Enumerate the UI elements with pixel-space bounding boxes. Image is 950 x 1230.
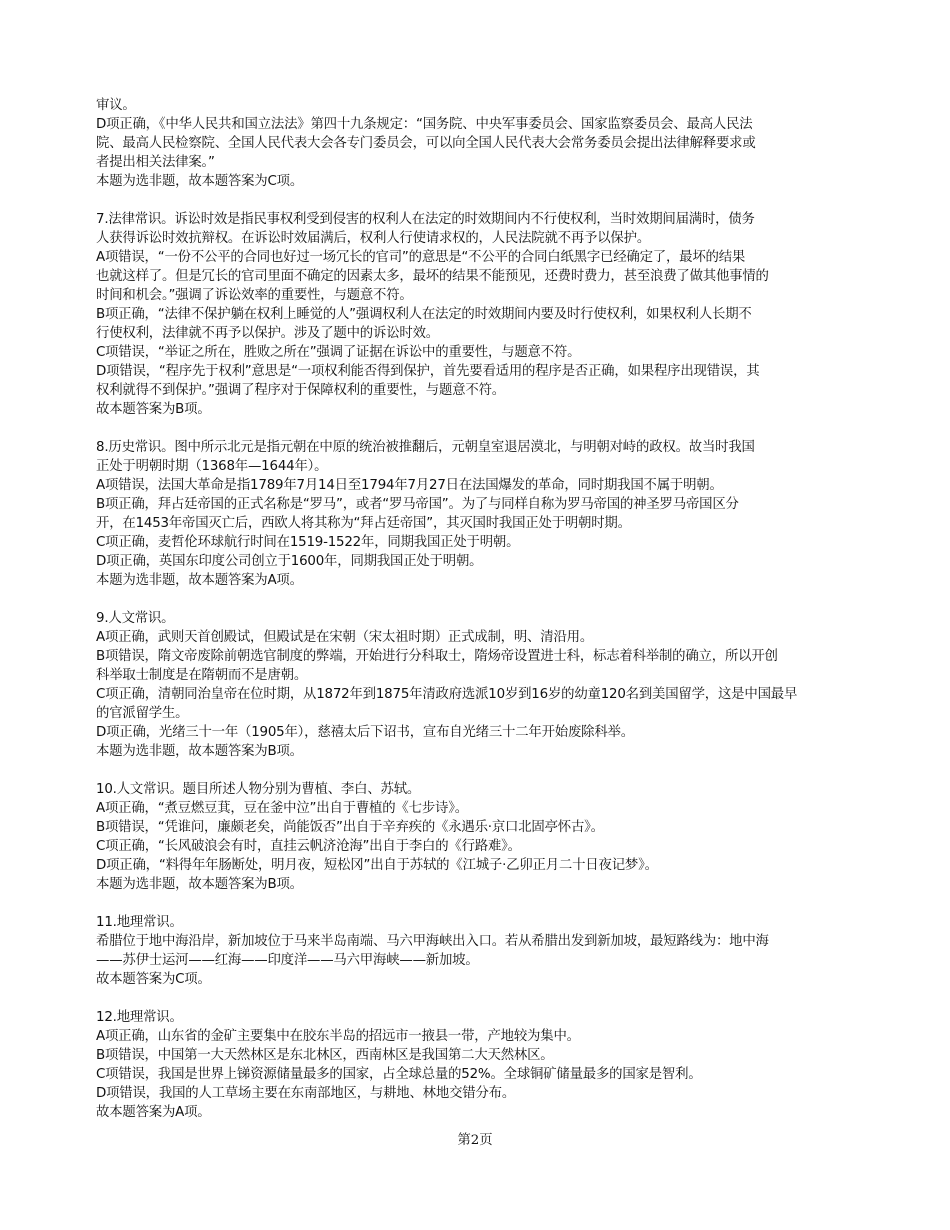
text-line: A项正确，山东省的金矿主要集中在胶东半岛的招远市一掖县一带，产地较为集中。 [96, 1029, 580, 1044]
text-line: 希腊位于地中海沿岸，新加坡位于马来半岛南端、马六甲海峡出入口。若从希腊出发到新加坡，最短路线为：地中海 [96, 934, 769, 949]
section-gap [96, 590, 871, 609]
page-number: 第2页 [457, 1133, 493, 1148]
text-line: D项正确，光绪三十一年（1905年），慈禧太后下诏书，宣布自光绪三十二年开始废除科举。 [96, 725, 634, 740]
text-line: C项正确，清朝同治皇帝在位时期，从1872年到1875年清政府选派10岁到16岁的幼童120名到美国留学，这是中国最早 [96, 687, 798, 702]
text-line: 8.历史常识。图中所示北元是指元朝在中原的统治被推翻后，元朝皇室退居漠北，与明朝对峙的政权。故当时我国 [96, 440, 755, 455]
section-gap [96, 894, 871, 913]
text-line: 故本题答案为B项。 [96, 402, 211, 417]
answer-section [96, 96, 871, 191]
text-line: A项错误，法国大革命是指1789年7月14日至1794年7月27日在法国爆发的革命，同时期我国不属于明朝。 [96, 478, 723, 493]
text-line: 7.法律常识。诉讼时效是指民事权利受到侵害的权利人在法定的时效期间内不行使权利，当时效期间届满时，债务 [96, 212, 755, 227]
text-line: ——苏伊士运河——红海——印度洋——马六甲海峡——新加坡。 [96, 953, 479, 968]
text-line: C项错误，“举证之所在，胜败之所在”强调了证据在诉讼中的重要性，与题意不符。 [96, 345, 581, 360]
text-line: A项正确，“煮豆燃豆萁，豆在釜中泣”出自于曹植的《七步诗》。 [96, 801, 468, 816]
text-line: 12.地理常识。 [96, 1010, 183, 1025]
section-gap [96, 761, 871, 780]
text-line: D项正确，《中华人民共和国立法法》第四十九条规定：“国务院、中央军事委员会、国家监察委员会、最高人民法 [96, 117, 753, 132]
text-line: 的官派留学生。 [96, 706, 189, 721]
text-line: 审议。 [96, 98, 136, 113]
text-line: C项错误，我国是世界上锑资源储量最多的国家，占全球总量的52%。全球铜矿储量最多的国家是智利。 [96, 1067, 702, 1082]
text-line: 人获得诉讼时效抗辩权。在诉讼时效届满后，权利人行使请求权的，人民法院就不再予以保护。 [96, 231, 651, 246]
answer-section [96, 438, 871, 590]
text-line: 权利就得不到保护。”强调了程序对于保障权利的重要性，与题意不符。 [96, 383, 505, 398]
text-line: B项正确，“法律不保护躺在权利上睡觉的人”强调权利人在法定的时效期间内要及时行使权利，如果权利人长期不 [96, 307, 752, 322]
text-line: 时间和机会。”强调了诉讼效率的重要性，与题意不符。 [96, 288, 413, 303]
text-line: B项错误，“凭谁问，廉颇老矣，尚能饭否”出自于辛弃疾的《永遇乐·京口北固亭怀古》。 [96, 820, 604, 835]
answer-section [96, 210, 871, 419]
answer-section [96, 780, 871, 894]
text-line: D项错误，“程序先于权利”意思是“一项权利能否得到保护，首先要看适用的程序是否正确，如果程序出现错误，其 [96, 364, 760, 379]
text-line: D项错误，我国的人工草场主要在东南部地区，与耕地、林地交错分布。 [96, 1086, 516, 1101]
text-line: 者提出相关法律案。” [96, 155, 215, 170]
section-gap [96, 191, 871, 210]
text-line: 10.人文常识。题目所述人物分别为曹植、李白、苏轼。 [96, 782, 421, 797]
text-line: 开，在1453年帝国灭亡后，西欧人将其称为“拜占廷帝国”，其灭国时我国正处于明朝时期。 [96, 516, 631, 531]
text-line: 故本题答案为C项。 [96, 972, 211, 987]
text-line: 本题为选非题，故本题答案为A项。 [96, 573, 303, 588]
text-line: C项正确，麦哲伦环球航行时间在1519-1522年，同期我国正处于明朝。 [96, 535, 520, 550]
section-gap [96, 419, 871, 438]
text-line: B项正确，拜占廷帝国的正式名称是“罗马”，或者“罗马帝国”。为了与同样自称为罗马帝国的神圣罗马帝国区分 [96, 497, 739, 512]
text-line: 本题为选非题，故本题答案为B项。 [96, 744, 303, 759]
answer-section [96, 913, 871, 989]
text-line: 科举取士制度是在隋朝而不是唐朝。 [96, 668, 308, 683]
text-line: 行使权利，法律就不再予以保护。涉及了题中的诉讼时效。 [96, 326, 439, 341]
text-line: 本题为选非题，故本题答案为C项。 [96, 174, 304, 189]
text-line: D项正确，英国东印度公司创立于1600年，同期我国正处于明朝。 [96, 554, 483, 569]
text-line: B项错误，隋文帝废除前朝选官制度的弊端，开始进行分科取士，隋炀帝设置进士科，标志着科举制的确立，所以开创 [96, 649, 778, 664]
text-line: A项正确，武则天首创殿试，但殿试是在宋朝（宋太祖时期）正式成制，明、清沿用。 [96, 630, 594, 645]
document-body [96, 96, 871, 1122]
text-line: B项错误，中国第一大天然林区是东北林区，西南林区是我国第二大天然林区。 [96, 1048, 554, 1063]
text-line: 也就这样了。但是冗长的官司里面不确定的因素太多，最坏的结果不能预见，还费时费力，甚至浪费了做其他事情的 [96, 269, 769, 284]
answer-section [96, 1008, 871, 1122]
text-line: 院、最高人民检察院、全国人民代表大会各专门委员会，可以向全国人民代表大会常务委员会提出法律解释要求或 [96, 136, 756, 151]
text-line: D项正确，“料得年年肠断处，明月夜，短松冈”出自于苏轼的《江城子·乙卯正月二十日夜记梦》。 [96, 858, 658, 873]
text-line: 本题为选非题，故本题答案为B项。 [96, 877, 303, 892]
text-line: 故本题答案为A项。 [96, 1105, 211, 1120]
text-line: 9.人文常识。 [96, 611, 175, 626]
text-line: 11.地理常识。 [96, 915, 183, 930]
text-line: C项正确，“长风破浪会有时，直挂云帆济沧海”出自于李白的《行路难》。 [96, 839, 521, 854]
text-line: 正处于明朝时期（1368年—1644年）。 [96, 459, 328, 474]
text-line: A项错误，“一份不公平的合同也好过一场冗长的官司”的意思是“不公平的合同白纸黑字已经确定了，最坏的结果 [96, 250, 746, 265]
answer-section [96, 609, 871, 761]
section-gap [96, 989, 871, 1008]
